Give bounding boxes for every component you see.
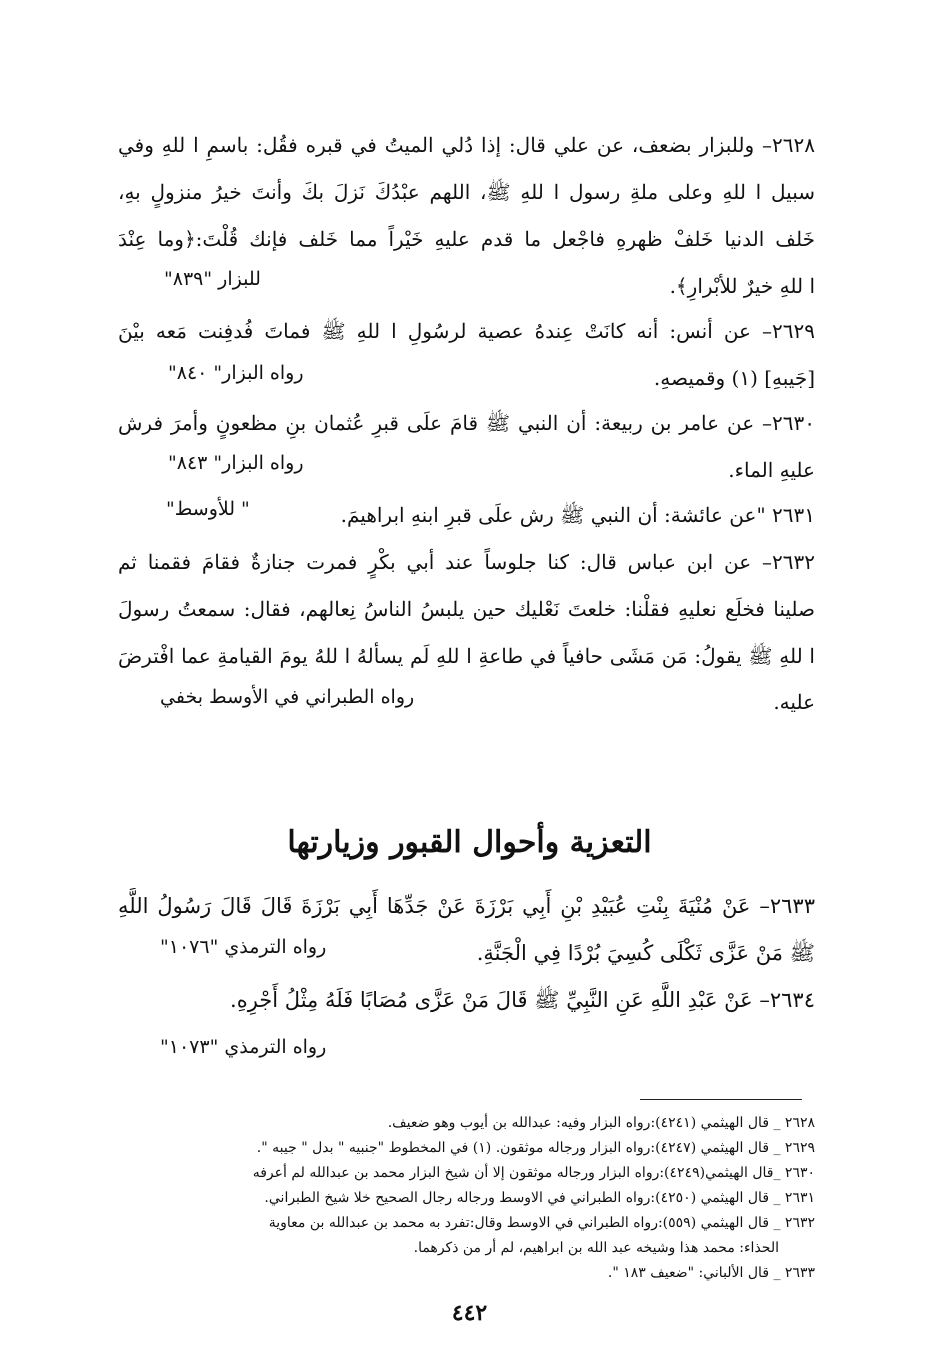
body-line: ٢٦٢٩– عن أنس: أنه كانَتْ عِندهُ عصية لرسُولِ ا للهِ ﷺ فماتَ فُدفِنت مَعه بيْنَ [118,319,815,343]
source-reference: رواه الترمذي "١٠٧٣" [160,1036,327,1058]
body-line: ٢٦٣٢– عن ابن عباس قال: كنا جلوساً عند أبي بكْرٍ فمرت جنازةٌ فقامَ فقمنا ثم [118,550,815,574]
body-line: ٢٦٣٣– عَنْ مُنْيَةَ بِنْتِ عُبَيْدِ بْنِ أَبِي بَرْزَةَ عَنْ جَدِّهَا أَبِي بَرْزَةَ قَالَ قَالَ رَسُولُ اللَّهِ [118,894,815,918]
body-line: عليهِ الماء. [728,458,815,482]
footnote: ٢٦٣٠ _قال الهيثمي(٤٢٤٩):رواه البزار ورجاله موثقون إلا أن شيخ البزار محمد بن عبدالله لم أعرفه [252,1165,815,1181]
source-reference: " للأوسط" [166,498,250,520]
body-line: ﷺ مَنْ عَزَّى ثَكْلَى كُسِيَ بُرْدًا فِي الْجَنَّةِ. [476,941,815,965]
footnote: ٢٦٣١ _ قال الهيثمي (٤٢٥٠):رواه الطبراني في الاوسط ورجاله رجال الصحيح خلا شيخ الطبراني. [264,1190,815,1206]
body-line: ٢٦٣٠– عن عامر بن ربيعة: أن النبي ﷺ قامَ علَى قبرِ عُثمان بنِ مظعونٍ وأمرَ فرش [118,411,815,435]
section-heading: التعزية وأحوال القبور وزيارتها [287,825,652,860]
footnote-separator [640,1099,802,1100]
body-line: ٢٦٢٨– وللبزار بضعف، عن علي قال: إذا دُلي الميتُ في قبره فقُل: باسمِ ا للهِ وفي [118,133,815,157]
body-line: سبيل ا للهِ وعلى ملةِ رسول ا للهِ ﷺ، اللهم عبْدُكَ نَزلَ بكَ وأنتَ خيرُ منزولٍ بهِ، [118,180,815,204]
source-reference: رواه الترمذي "١٠٧٦" [160,936,327,958]
footnote: ٢٦٣٣ _ قال الألباني: "ضعيف ١٨٣ ". [607,1265,815,1281]
page-number: ٤٤٢ [451,1300,488,1326]
footnote: ٢٦٣٢ _ قال الهيثمي (٥٥٩):رواه الطبراني في الاوسط وقال:تفرد به محمد بن عبدالله بن معاوية [268,1215,815,1231]
body-line: [جَيبهِ] (١) وقميصهِ. [653,366,815,390]
body-line: ٢٦٣٤– عَنْ عَبْدِ اللَّهِ عَنِ النَّبِيِّ ﷺ قَالَ مَنْ عَزَّى مُصَابًا فَلَهُ مِثْلُ أَجْرِهِ. [230,988,815,1012]
source-reference: للبزار "٨٣٩" [164,268,261,290]
body-line: عليه. [773,690,815,714]
footnote: ٢٦٢٨ _ قال الهيثمي (٤٢٤١):رواه البزار وفيه: عبدالله بن أيوب وهو ضعيف. [387,1115,815,1131]
footnote: ٢٦٢٩ _ قال الهيثمي (٤٢٤٧):رواه البزار ورجاله موثقون. (١) في المخطوط "جنبيه " بدل " جيبه ". [256,1140,815,1156]
body-line: ا للهِ ﷺ يقولُ: مَن مَشَى حافياً في طاعةِ ا للهِ لَم يسألهُ ا للهُ يومَ القيامةِ عما افْترضَ [118,644,815,668]
source-reference: رواه البزار" ٨٤٠" [168,362,304,384]
footnote: الحذاء: محمد هذا وشيخه عبد الله بن ابراهيم، لم أر من ذكرهما. [413,1240,779,1256]
body-line: خَلف الدنيا خَلفْ ظهرهِ فاجْعل ما قدم عليهِ خَيْراً مما خَلف فإنك قُلْتَ:﴿وما عِنْدَ [118,227,815,251]
body-line: صلينا فخلَع نعليهِ فقلْنا: خلعتَ نَعْليك حين يلبسُ الناسُ نِعالهم، فقال: سمعتُ رسولَ [118,597,815,621]
source-reference: رواه الطبراني في الأوسط بخفي [160,686,415,708]
body-line: ا للهِ خيرٌ للأبْرارِ﴾. [669,274,815,298]
body-line: ٢٦٣١ "عن عائشة: أن النبي ﷺ رش علَى قبرِ ابنهِ ابراهيمَ. [340,503,815,527]
source-reference: رواه البزار" ٨٤٣" [168,452,304,474]
